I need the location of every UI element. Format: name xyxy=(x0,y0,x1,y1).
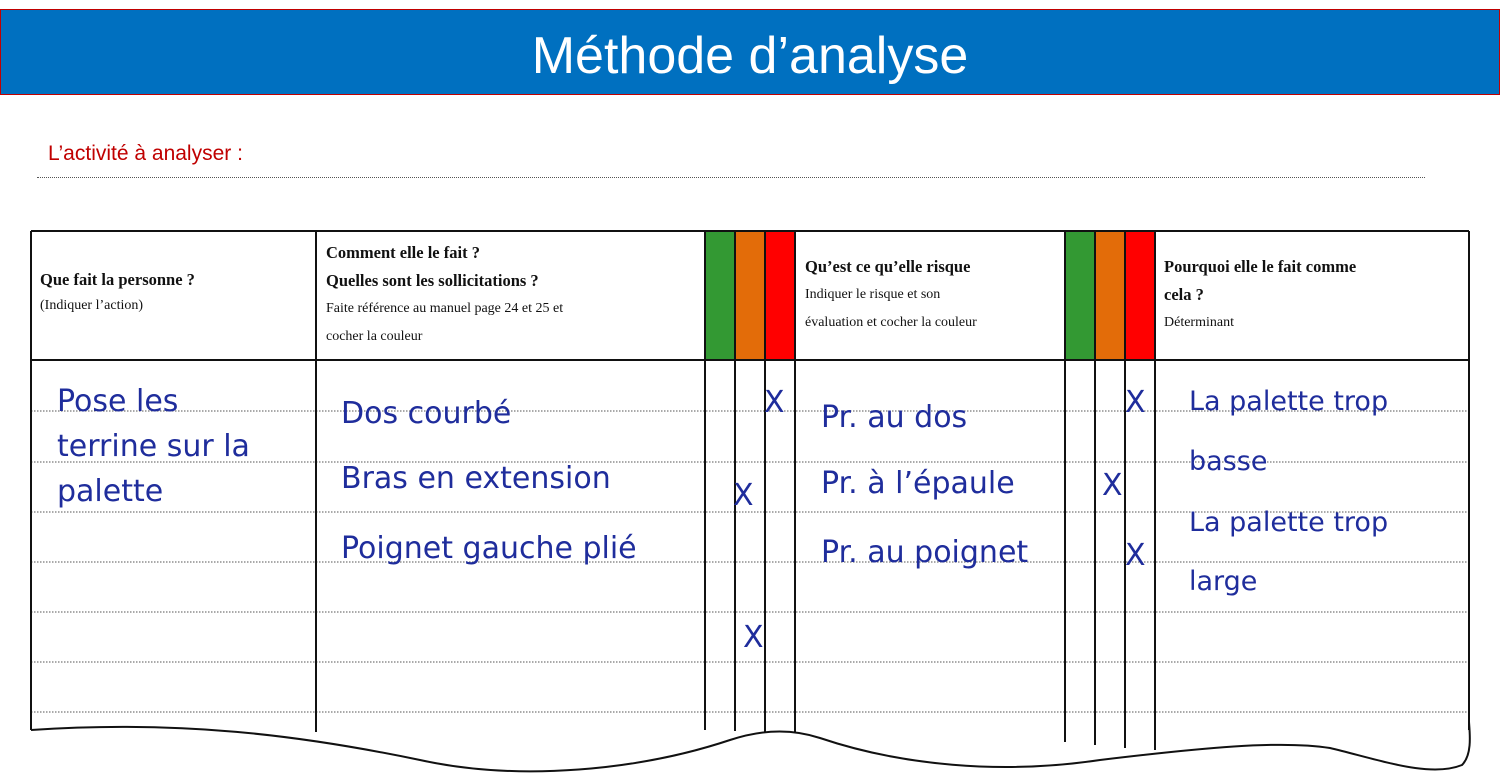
determinant-line-4: large xyxy=(1189,566,1258,597)
risque-2: Pr. à l’épaule xyxy=(821,466,1015,501)
header-orange-cell-2 xyxy=(1095,231,1125,360)
header-col2-title-1: Comment elle le fait ? xyxy=(326,243,480,262)
mark-red-sollicitation-1: X xyxy=(764,385,785,420)
header-col3 xyxy=(805,253,977,337)
header-col4 xyxy=(1164,253,1356,337)
header-red-cell-1 xyxy=(765,231,795,360)
activity-label: L’activité à analyser : xyxy=(48,142,243,165)
mark-orange-risque-2: X xyxy=(1102,468,1123,503)
mark-red-risque-3: X xyxy=(1125,538,1146,573)
header-col3-hint-1: Indiquer le risque et son xyxy=(805,287,941,302)
page-title: Méthode d’analyse xyxy=(531,27,969,85)
risque-3: Pr. au poignet xyxy=(821,535,1029,570)
header-orange-cell-1 xyxy=(735,231,765,360)
determinant-line-3: La palette trop xyxy=(1189,507,1389,538)
action-line-1: Pose les xyxy=(57,384,179,419)
header-col1-title: Que fait la personne ? xyxy=(40,270,195,289)
sollicitation-2: Bras en extension xyxy=(341,461,611,496)
header-col4-hint: Déterminant xyxy=(1164,315,1234,330)
header-col2-hint-2: cocher la couleur xyxy=(326,329,423,344)
header-col3-title: Qu’est ce qu’elle risque xyxy=(805,257,971,276)
header-red-cell-2 xyxy=(1125,231,1155,360)
header-col4-title-1: Pourquoi elle le fait comme xyxy=(1164,257,1357,276)
header-col1 xyxy=(40,266,195,320)
header-col1-hint: (Indiquer l’action) xyxy=(40,298,144,313)
mark-red-risque-1: X xyxy=(1125,385,1146,420)
header-green-cell-1 xyxy=(705,231,735,360)
header-col2-title-2: Quelles sont les sollicitations ? xyxy=(326,271,539,290)
determinant-line-1: La palette trop xyxy=(1189,386,1389,417)
mark-orange-sollicitation-2: X xyxy=(733,478,754,513)
risque-1: Pr. au dos xyxy=(821,400,968,435)
sollicitation-3: Poignet gauche plié xyxy=(341,531,637,566)
determinant-line-2: basse xyxy=(1189,446,1268,477)
torn-bottom-edge xyxy=(31,722,1470,771)
header-green-cell-2 xyxy=(1065,231,1095,360)
header-col4-title-2: cela ? xyxy=(1164,285,1204,304)
mark-orange-sollicitation-3: X xyxy=(743,620,764,655)
sollicitation-1: Dos courbé xyxy=(341,396,512,431)
header-col2 xyxy=(326,239,563,351)
action-line-3: palette xyxy=(57,474,164,509)
action-line-2: terrine sur la xyxy=(57,429,250,464)
header-col2-hint-1: Faite référence au manuel page 24 et 25 et xyxy=(326,301,564,316)
header-col3-hint-2: évaluation et cocher la couleur xyxy=(805,315,977,330)
